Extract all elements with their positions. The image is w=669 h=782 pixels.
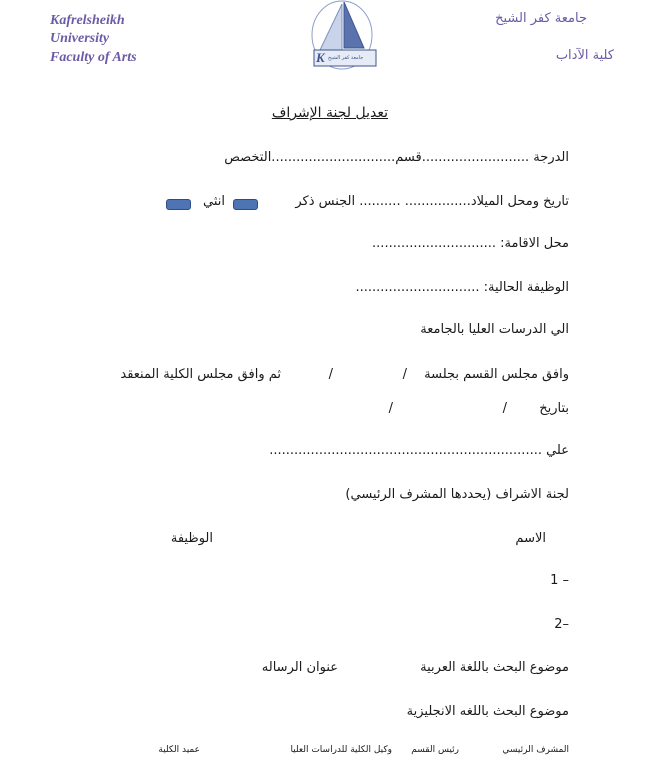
header-en-faculty: Faculty of Arts <box>50 50 137 65</box>
signature-dean: عميد الكلية <box>158 745 200 755</box>
current-job-line: الوظيفة الحالية: .............................. <box>355 280 569 295</box>
date-slash-1: / <box>502 401 507 416</box>
date-label: بتاريخ <box>539 401 569 416</box>
logo-caption: جامعة كفر الشيخ <box>328 55 364 61</box>
committee-line: لجنة الاشراف (يحددها المشرف الرئيسي) <box>345 487 569 502</box>
university-logo <box>306 0 380 72</box>
signature-department-head: رئيس القسم <box>411 745 459 755</box>
header-en-university-name: Kafrelsheikh <box>50 13 125 28</box>
female-label: انثي <box>203 194 225 209</box>
faculty-approval-label: ثم وافق مجلس الكلية المنعقد <box>120 367 281 382</box>
committee-item-2: 2– <box>554 617 569 632</box>
date-slash-2: / <box>388 401 393 416</box>
degree-line: الدرجة ..........................قسم..............................التخصص <box>224 150 569 165</box>
birth-gender-line: تاريخ ومحل الميلاد................ .......... الجنس ذكر <box>295 194 569 209</box>
thesis-title-label: عنوان الرساله <box>261 660 338 675</box>
header-en-university-word: University <box>50 31 110 46</box>
form-title: تعديل لجنة الإشراف <box>271 105 388 121</box>
dept-approval-slash-2: / <box>328 367 333 382</box>
column-name-header: الاسم <box>515 531 546 546</box>
male-checkbox[interactable] <box>233 199 258 210</box>
on-line: علي .................................................................. <box>269 443 569 458</box>
signature-vice-dean-graduate: وكيل الكلية للدراسات العليا <box>290 745 392 755</box>
header-ar-university: جامعة كفر الشيخ <box>495 11 587 26</box>
header-ar-faculty: كلية الآداب <box>555 48 614 63</box>
dept-approval-slash-1: / <box>402 367 407 382</box>
dept-approval-label: وافق مجلس القسم بجلسة <box>424 367 569 382</box>
committee-item-1: 1 – <box>550 573 569 588</box>
logo-letter: K <box>316 50 325 65</box>
research-topic-arabic: موضوع البحث باللغة العربية <box>420 660 569 675</box>
addressed-to-line: الي الدرسات العليا بالجامعة <box>420 322 569 337</box>
signature-main-supervisor: المشرف الرئيسي <box>502 745 569 755</box>
residence-line: محل الاقامة: .............................. <box>372 236 569 251</box>
column-job-header: الوظيفة <box>170 531 213 546</box>
female-checkbox[interactable] <box>166 199 191 210</box>
research-topic-english: موضوع البحث باللغه الانجليزية <box>406 704 569 719</box>
